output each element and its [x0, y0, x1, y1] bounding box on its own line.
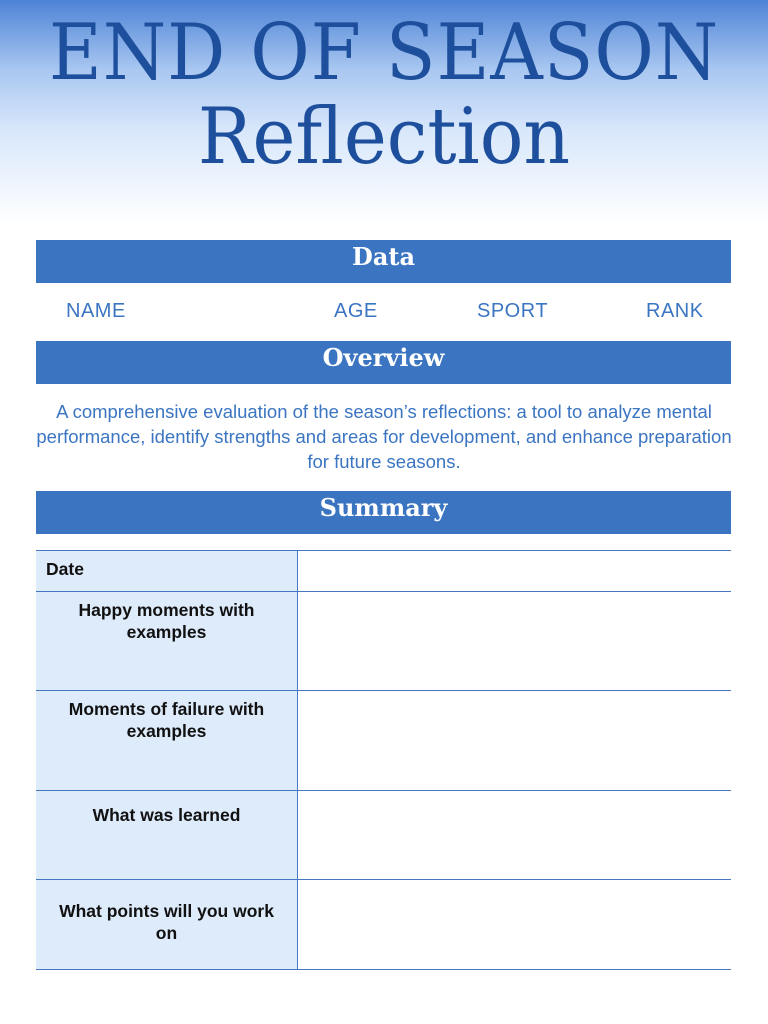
- table-row: [36, 690, 731, 791]
- work-points-input-cell[interactable]: [298, 880, 731, 969]
- data-section-header: Data: [36, 240, 731, 283]
- overview-description: A comprehensive evaluation of the season’s reflections: a tool to analyze mental performance, identify strengths and areas for development, and enhance preparation for future seasons.: [36, 401, 732, 472]
- name-field-label[interactable]: NAME: [66, 300, 126, 322]
- age-field-label[interactable]: AGE: [334, 300, 378, 322]
- summary-section-header: Summary: [36, 491, 731, 534]
- summary-table: [36, 550, 731, 969]
- failure-moments-input-cell[interactable]: [298, 691, 731, 791]
- row-label: What was learned: [92, 805, 241, 825]
- learned-input-cell[interactable]: [298, 791, 731, 880]
- sport-field-label[interactable]: SPORT: [477, 300, 549, 322]
- page-subtitle: Reflection: [197, 92, 571, 182]
- page-title: END OF SEASON: [48, 8, 720, 98]
- row-label-cell: [36, 551, 298, 592]
- table-row: [36, 591, 731, 691]
- date-input-cell[interactable]: [298, 551, 731, 592]
- row-label-cell: [36, 880, 298, 969]
- rank-field-label[interactable]: RANK: [646, 300, 704, 322]
- row-label: Happy moments with examples: [78, 600, 255, 642]
- row-label-cell: [36, 791, 298, 880]
- row-label-cell: [36, 691, 298, 791]
- overview-section-header: Overview: [36, 341, 731, 384]
- row-label: What points will you work on: [59, 901, 274, 943]
- table-row: [36, 550, 731, 592]
- table-row: [36, 790, 731, 880]
- row-label: Moments of failure with examples: [68, 699, 265, 741]
- happy-moments-input-cell[interactable]: [298, 592, 731, 691]
- row-label: Date: [46, 559, 84, 579]
- row-label-cell: [36, 592, 298, 691]
- table-row: [36, 879, 731, 970]
